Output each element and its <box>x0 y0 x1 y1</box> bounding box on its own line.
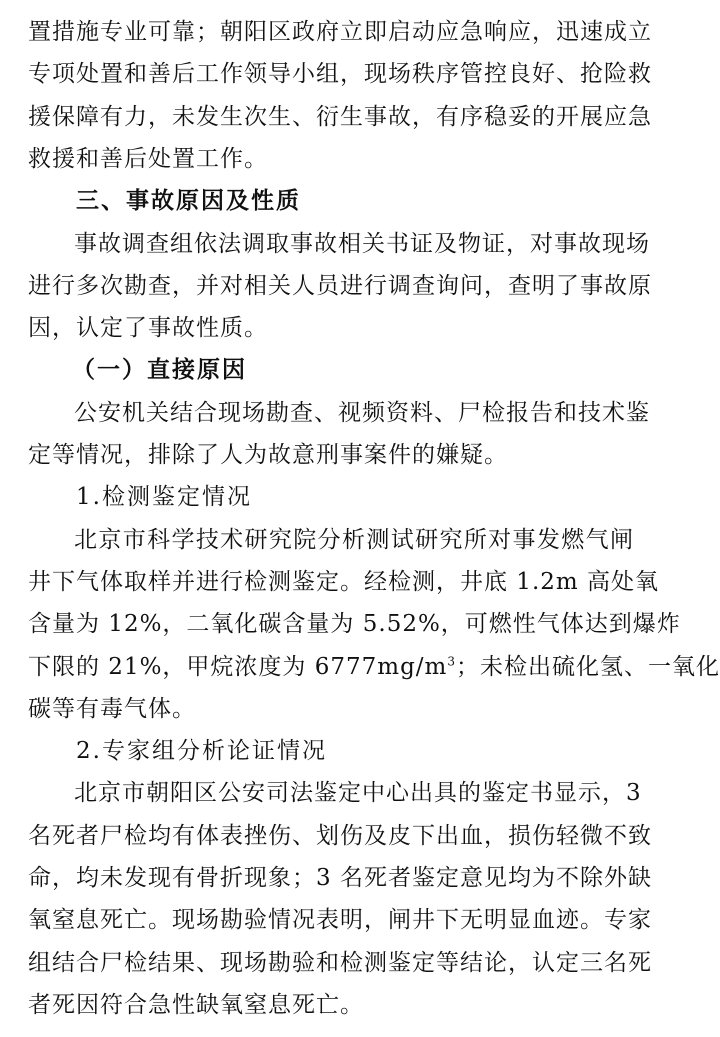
paragraph-line: 井下气体取样并进行检测鉴定。经检测，井底 1.2m 高处氧 <box>28 569 660 595</box>
superscript: 3 <box>447 654 457 669</box>
paragraph-line: 北京市科学技术研究院分析测试研究所对事发燃气闸 <box>74 527 634 553</box>
subsection-heading: （一）直接原因 <box>72 357 247 383</box>
paragraph-line: 进行多次勘查，并对相关人员进行调查询问，查明了事故原 <box>28 273 652 299</box>
paragraph-line: 名死者尸检均有体表挫伤、划伤及皮下出血，损伤轻微不致 <box>28 823 652 849</box>
paragraph-line: 公安机关结合现场勘查、视频资料、尸检报告和技术鉴 <box>74 400 650 426</box>
paragraph-line: 定等情况，排除了人为故意刑事案件的嫌疑。 <box>28 442 508 468</box>
paragraph-line <box>28 647 720 687</box>
section-heading: 三、事故原因及性质 <box>76 188 301 214</box>
paragraph-line: 碳等有毒气体。 <box>28 696 196 722</box>
paragraph-line: 置措施专业可靠；朝阳区政府立即启动应急响应，迅速成立 <box>28 19 652 45</box>
line-segment: ；未检出硫化氢、一氧化 <box>456 654 720 680</box>
item-heading: 2.专家组分析论证情况 <box>76 738 327 764</box>
paragraph-line: 专项处置和善后工作领导小组，现场秩序管控良好、抢险救 <box>28 61 652 87</box>
paragraph-line: 事故调查组依法调取事故相关书证及物证，对事故现场 <box>74 231 650 257</box>
paragraph-line: 含量为 12%，二氧化碳含量为 5.52%，可燃性气体达到爆炸 <box>28 611 681 637</box>
item-heading: 1.检测鉴定情况 <box>76 484 252 510</box>
paragraph-line: 者死因符合急性缺氧窒息死亡。 <box>28 992 364 1018</box>
paragraph-line: 氧窒息死亡。现场勘验情况表明，闸井下无明显血迹。专家 <box>28 907 652 933</box>
paragraph-line: 因，认定了事故性质。 <box>28 315 268 341</box>
line-segment: 下限的 21%，甲烷浓度为 6777mg/m <box>28 654 448 680</box>
paragraph-line: 北京市朝阳区公安司法鉴定中心出具的鉴定书显示，3 <box>74 780 642 806</box>
paragraph-line: 组结合尸检结果、现场勘验和检测鉴定等结论，认定三名死 <box>28 950 652 976</box>
paragraph-line: 援保障有力，未发生次生、衍生事故，有序稳妥的开展应急 <box>28 104 652 130</box>
paragraph-line: 命，均未发现有骨折现象；3 名死者鉴定意见均为不除外缺 <box>28 865 652 891</box>
paragraph-line: 救援和善后处置工作。 <box>28 146 268 172</box>
